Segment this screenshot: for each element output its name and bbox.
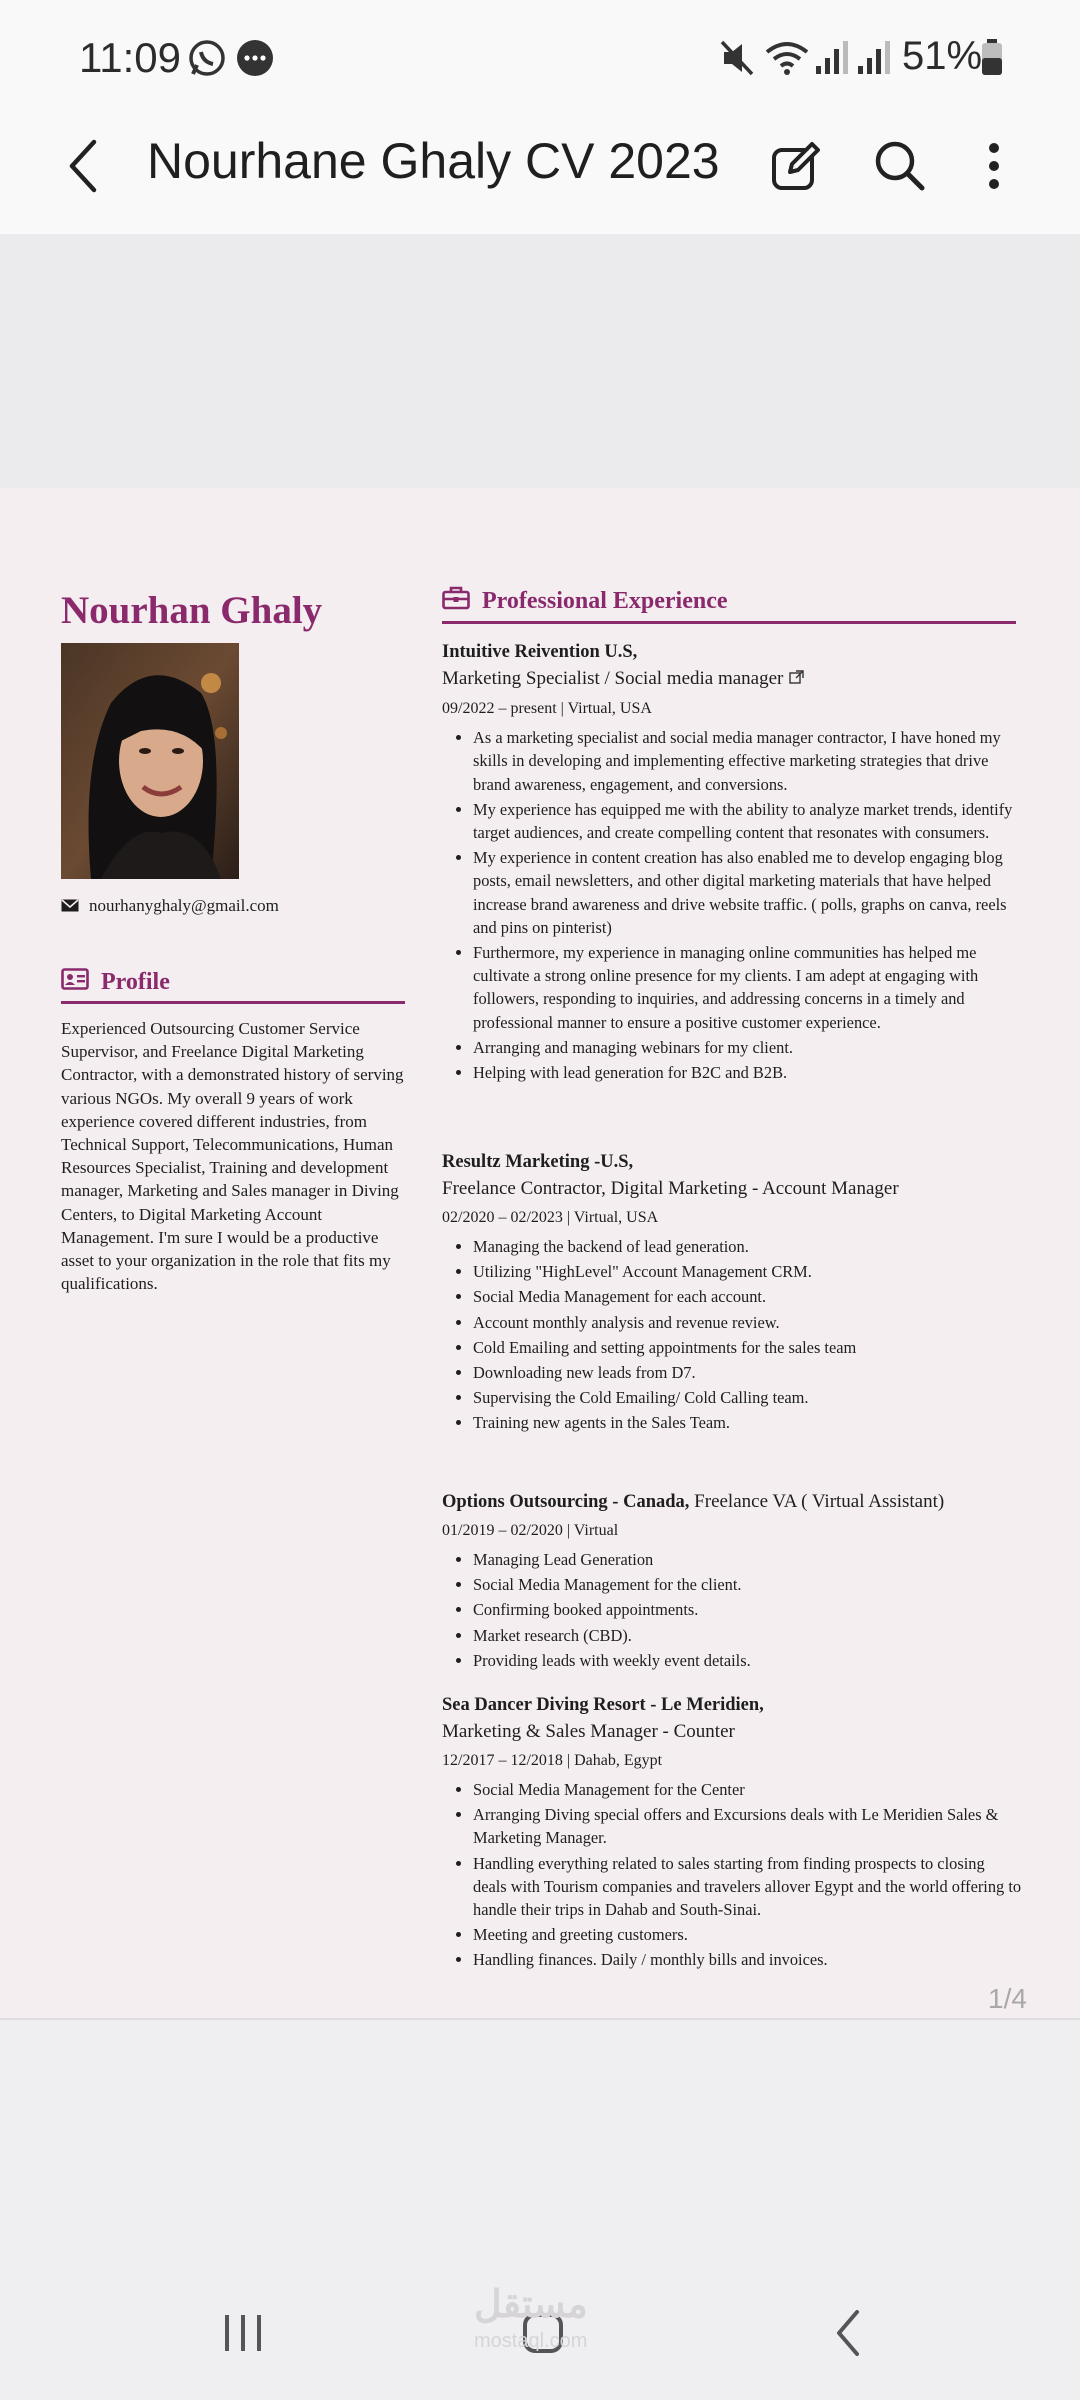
- bullet-item: • Social Media Management for each account.: [473, 1285, 1022, 1308]
- job-entry: [442, 1693, 1022, 1974]
- edit-icon: [768, 138, 824, 199]
- page-indicator: 1/4: [988, 1983, 1027, 2014]
- email-text: nourhanyghaly@gmail.com: [89, 896, 279, 915]
- job-dates-location: 09/2022 – present | Virtual, USA: [442, 700, 652, 718]
- id-card-icon: [61, 968, 89, 997]
- watermark-url: mostaql.com: [474, 2330, 588, 2352]
- job-title: Marketing & Sales Manager - Counter: [442, 1721, 735, 1742]
- job-bullets: [442, 1548, 1022, 1672]
- document-viewer[interactable]: [0, 234, 1080, 2020]
- bullet-item: • Furthermore, my experience in managing online communities has helped me cultivate a strong online presence for my clients. I am adept at engaging with followers, responding to inquiries, and addressing concerns in a timely and professional manner to ensure a positive customer experience.: [473, 941, 1022, 1034]
- back-button[interactable]: [42, 128, 122, 208]
- bullet-item: • Handling finances. Daily / monthly bills and invoices.: [473, 1948, 1022, 1971]
- job-bullets: [442, 726, 1022, 1084]
- job-title-text: Marketing Specialist / Social media manager: [442, 668, 784, 689]
- bullet-item: • Downloading new leads from D7.: [473, 1361, 1022, 1384]
- mute-icon: [720, 38, 756, 83]
- search-icon: [872, 138, 928, 199]
- bullet-item: • Managing Lead Generation: [473, 1548, 1022, 1571]
- bullet-item: • As a marketing specialist and social media manager contractor, I have honed my skills in developing and implementing effective marketing strategies that drive brand awareness, engagement, and conversions.: [473, 726, 1022, 796]
- profile-heading-text: Profile: [101, 969, 170, 995]
- status-bar: [0, 0, 1080, 118]
- bullet-item: • Training new agents in the Sales Team.: [473, 1411, 1022, 1434]
- job-company: Resultz Marketing -U.S,: [442, 1152, 634, 1172]
- job-entry: [442, 1488, 1022, 1674]
- job-title: Freelance VA ( Virtual Assistant): [694, 1491, 945, 1512]
- signal-icon: [814, 38, 850, 83]
- recent-apps-icon: [221, 2311, 265, 2360]
- profile-photo: [61, 643, 239, 879]
- app-bar: [0, 118, 1080, 234]
- profile-summary: Experienced Outsourcing Customer Service Supervisor, and Freelance Digital Marketing Contractor, with a demonstrated history of serving various NGOs. My overall 9 years of work experience covered different industries, from Technical Support, Telecommunications, Human Resources Specialist, Training and development manager, Marketing and Sales manager in Diving Centers, to Digital Marketing Account Management. I'm sure I would be a productive asset to your organization in the role that fits my qualifications.: [61, 1019, 404, 1294]
- job-entry: [442, 640, 1022, 1086]
- job-entry: [442, 1150, 1022, 1437]
- cv-page: [0, 488, 1080, 2018]
- battery-icon: [980, 38, 1004, 83]
- bullet-item: • Arranging Diving special offers and Excursions deals with Le Meridien Sales & Marketing Manager.: [473, 1803, 1022, 1849]
- bullet-item: • Meeting and greeting customers.: [473, 1923, 1022, 1946]
- job-company: Options Outsourcing - Canada,: [442, 1492, 690, 1512]
- job-title: [442, 665, 1022, 693]
- job-company: Sea Dancer Diving Resort - Le Meridien,: [442, 1695, 764, 1715]
- job-bullets: [442, 1235, 1022, 1435]
- bullet-item: • Providing leads with weekly event details.: [473, 1649, 1022, 1672]
- bullet-item: • Social Media Management for the client.: [473, 1573, 1022, 1596]
- nav-back-button[interactable]: [788, 2270, 908, 2400]
- document-title: Nourhane Ghaly CV 2023: [147, 133, 720, 189]
- job-heading-line: [442, 1488, 1022, 1515]
- job-company: Intuitive Reivention U.S,: [442, 642, 638, 662]
- cv-name: Nourhan Ghaly: [61, 589, 323, 632]
- more-icon: [986, 141, 1002, 196]
- more-options-button[interactable]: [954, 128, 1034, 208]
- nav-back-icon: [833, 2308, 863, 2363]
- mail-icon: [61, 897, 79, 917]
- profile-heading: [61, 968, 405, 1004]
- bullet-item: • Cold Emailing and setting appointments for the sales team: [473, 1336, 1022, 1359]
- job-dates-location: 12/2017 – 12/2018 | Dahab, Egypt: [442, 1752, 663, 1769]
- job-dates-location: 01/2019 – 02/2020 | Virtual: [442, 1522, 619, 1539]
- experience-heading-text: Professional Experience: [482, 588, 728, 614]
- bullet-item: • Account monthly analysis and revenue review.: [473, 1311, 1022, 1334]
- bullet-item: • My experience in content creation has also enabled me to develop engaging blog posts, email newsletters, and other digital marketing materials that have helped increase brand awareness and drive website traffic. ( polls, graphs on canva, reels and pins on pinterist): [473, 846, 1022, 939]
- bullet-item: • Helping with lead generation for B2C and B2B.: [473, 1061, 1022, 1084]
- bullet-item: • My experience has equipped me with the ability to analyze market trends, identify target audiences, and create compelling content that resonates with consumers.: [473, 798, 1022, 844]
- bullet-item: • Utilizing "HighLevel" Account Management CRM.: [473, 1260, 1022, 1283]
- recent-apps-button[interactable]: [183, 2270, 303, 2400]
- battery-percent: 51%: [902, 34, 983, 78]
- experience-heading: [442, 586, 1016, 624]
- bullet-item: • Social Media Management for the Center: [473, 1778, 1022, 1801]
- bullet-item: • Supervising the Cold Emailing/ Cold Calling team.: [473, 1386, 1022, 1409]
- job-dates-location: 02/2020 – 02/2023 | Virtual, USA: [442, 1209, 659, 1226]
- bullet-item: • Handling everything related to sales starting from finding prospects to closing deals with Tourism companies and travelers allover Egypt and the world offering to handle their trips in Dahab and South-Sinai.: [473, 1852, 1022, 1922]
- edit-button[interactable]: [756, 128, 836, 208]
- bullet-item: • Managing the backend of lead generation.: [473, 1235, 1022, 1258]
- external-link-icon[interactable]: [789, 666, 804, 693]
- status-time: 11:09: [79, 34, 181, 81]
- bullet-item: • Arranging and managing webinars for my client.: [473, 1036, 1022, 1059]
- wifi-icon: [764, 38, 810, 83]
- bullet-item: • Confirming booked appointments.: [473, 1598, 1022, 1621]
- message-icon: [235, 38, 275, 83]
- watermark-logo: مستقل: [474, 2284, 588, 2326]
- search-button[interactable]: [860, 128, 940, 208]
- job-title: Freelance Contractor, Digital Marketing - Account Manager: [442, 1178, 899, 1199]
- back-icon: [62, 136, 102, 201]
- page-divider: [0, 2018, 1080, 2020]
- bullet-item: • Market research (CBD).: [473, 1624, 1022, 1647]
- signal-icon-2: [856, 38, 892, 83]
- briefcase-icon: [442, 586, 470, 617]
- email-contact: [61, 896, 279, 917]
- job-bullets: [442, 1778, 1022, 1972]
- whatsapp-icon: [187, 38, 227, 83]
